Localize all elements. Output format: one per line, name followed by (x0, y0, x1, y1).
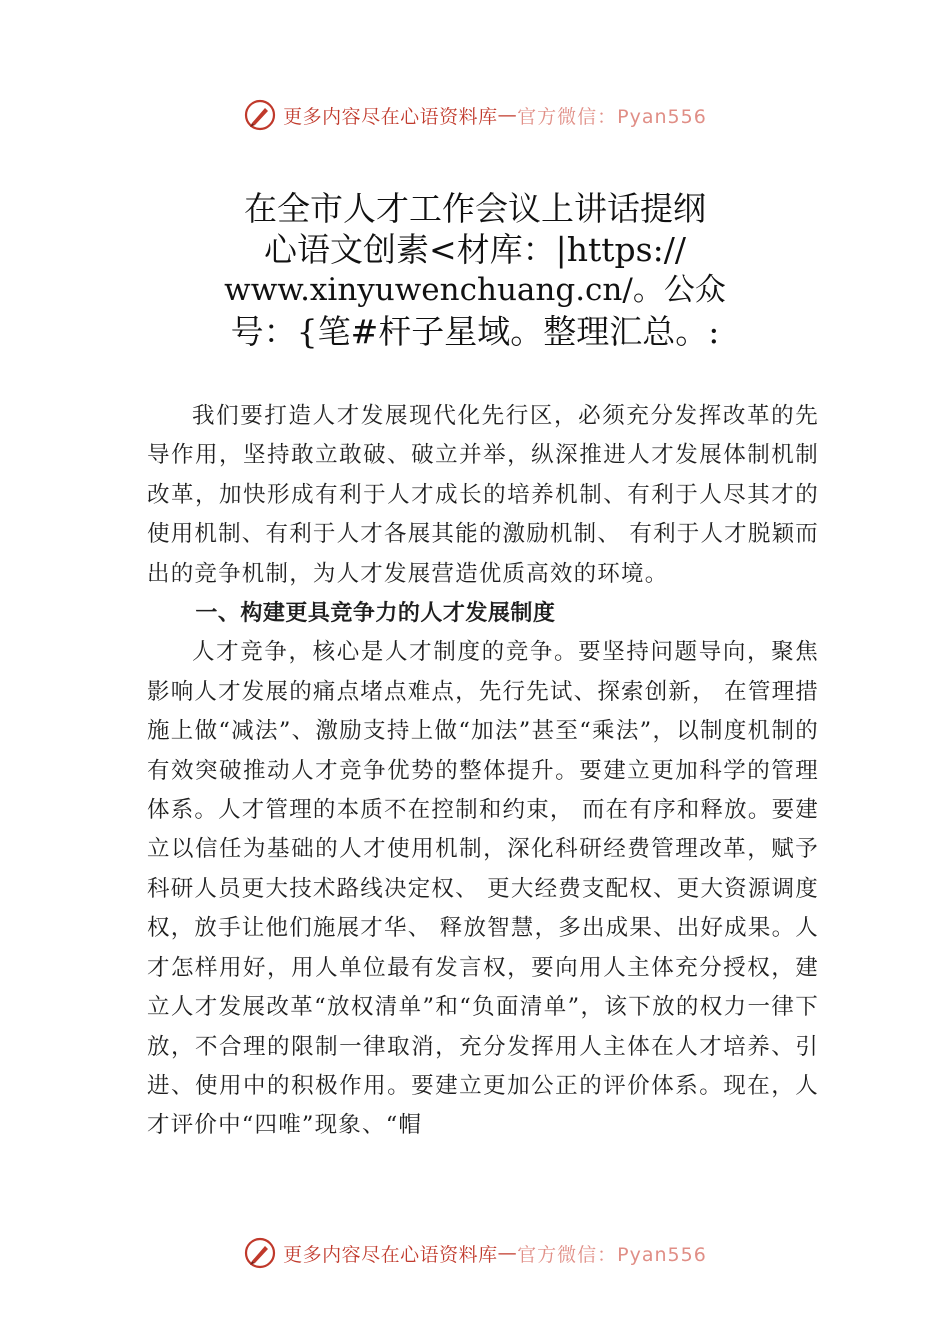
pen-logo-icon (243, 1236, 277, 1270)
banner-brand-text: 更多内容尽在心语资料库 (283, 1243, 498, 1266)
header-watermark-banner (0, 95, 950, 135)
section-heading-1: 一、构建更具竞争力的人才发展制度 (195, 601, 556, 627)
paragraph-section-1: 人才竞争，核心是人才制度的竞争。要坚持问题导向，聚焦影响人才发展的痛点堵点难点，先行先试、探索创新， 在管理措施上做“减法”、激励支持上做“加法”甚至“乘法”，以制度机制的有效突破推动人才竞争优势的整体提升。要建立更加科学的管理体系。人才管理的本质不在控制和约束， 而在有序和释放。要建立以信任为基础的人才使用机制，深化科研经费管理改革，赋予科研人员更大技术路线决定权、 更大经费支配权、更大资源调度权，放手让他们施展才华、 释放智慧，多出成果、出好成果。人才怎样用好，用人单位最有发言权，要向用人主体充分授权，建立人才发展改革“放权清单”和“负面清单”，该下放的权力一律下放，不合理的限制一律取消，充分发挥用人主体在人才培养、引进、使用中的积极作用。要建立更加公正的评价体系。现在，人才评价中“四唯”现象、“帽 (147, 639, 819, 1139)
banner-dash: — (497, 1242, 518, 1264)
banner-wechat-text: 官方微信：Pyan556 (517, 105, 707, 128)
pen-logo-icon (243, 98, 277, 132)
title-line-1: 在全市人才工作会议上讲话提纲 (244, 189, 706, 228)
document-body (147, 397, 819, 1146)
banner-dash: — (497, 104, 518, 126)
title-line-2: 心语文创素<材库：|https:// (264, 230, 686, 269)
banner-wechat-text: 官方微信：Pyan556 (517, 1243, 707, 1266)
document-title (200, 188, 750, 352)
paragraph-intro: 我们要打造人才发展现代化先行区，必须充分发挥改革的先导作用，坚持敢立敢破、破立并举，纵深推进人才发展体制机制改革，加快形成有利于人才成长的培养机制、有利于人尽其才的使用机制、有利于人才各展其能的激励机制、 有利于人才脱颖而出的竞争机制，为人才发展营造优质高效的环境。 (147, 403, 819, 587)
title-line-3: www.xinyuwenchuang.cn/。公众 (224, 272, 726, 308)
footer-watermark-banner (0, 1233, 950, 1273)
banner-brand-text: 更多内容尽在心语资料库 (283, 105, 498, 128)
title-line-4: 号：{笔#杆子星域。整理汇总。: (230, 312, 720, 351)
